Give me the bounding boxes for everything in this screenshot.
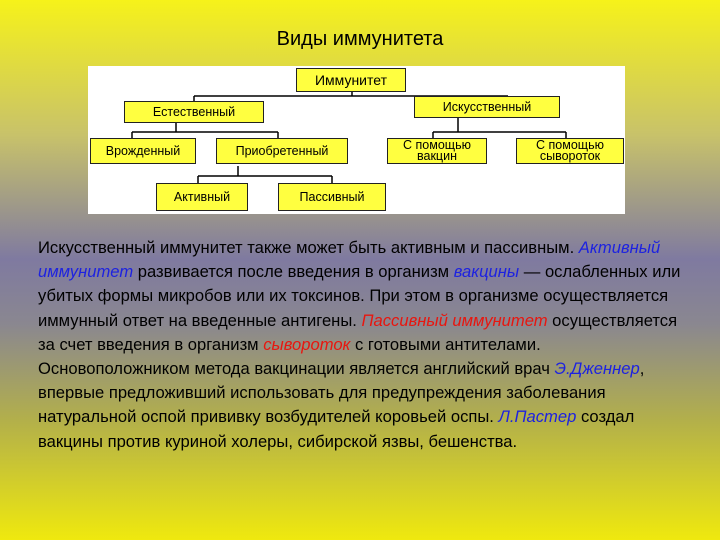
immunity-label: Иммунитет — [314, 71, 387, 88]
text-segment: — ослабленных или убитых формы микробов или их токсинов. При этом в организме осуществляется иммунный ответ на введенные антигены. — [38, 262, 681, 330]
innate-label: Врожденный — [105, 143, 181, 158]
innate-immunity-box — [90, 138, 196, 164]
vaccine-label-line1: С помощью — [403, 138, 471, 152]
active-immunity-box — [156, 183, 248, 211]
passive-immunity-term: Пассивный иммунитет — [361, 310, 548, 330]
text-segment: осуществляется за счет введения в организм — [38, 310, 678, 354]
immunity-diagram — [88, 66, 625, 214]
text-segment: развивается после введения в организм — [133, 262, 454, 282]
serum-label-line1: С помощью — [536, 138, 604, 152]
pasteur-name: Л.Пастер — [498, 407, 577, 427]
paragraph-vaccination-history — [38, 357, 683, 454]
page-title: Виды иммунитета — [276, 28, 444, 50]
paragraph-artificial-immunity — [38, 236, 683, 357]
passive-immunity-box — [278, 183, 386, 211]
text-segment: создал вакцины против куриной холеры, сибирской язвы, бешенства. — [38, 407, 635, 451]
natural-immunity-box — [124, 101, 264, 123]
text-segment: , впервые предложивший использовать для предупреждения заболевания натуральной оспой прививку возбудителей коровьей оспы. — [38, 359, 645, 427]
body-text — [38, 236, 683, 454]
text-segment: с готовыми антителами. — [350, 334, 541, 354]
natural-label: Естественный — [152, 104, 236, 119]
vaccine-box — [387, 138, 487, 164]
serum-box — [516, 138, 624, 164]
vaccine-label-line2: вакцин — [417, 149, 457, 163]
vaccines-term: вакцины — [453, 262, 520, 282]
serum-label-line2: сывороток — [539, 149, 601, 163]
passive-label: Пассивный — [299, 189, 365, 204]
text-segment: Основоположником метода вакцинации является английский врач — [38, 359, 555, 379]
text-segment: Искусственный иммунитет также может быть активным и пассивным. — [38, 238, 579, 257]
acquired-label: Приобретенный — [235, 143, 329, 158]
immunity-box — [296, 68, 406, 92]
jenner-name: Э.Дженнер — [554, 359, 640, 379]
active-immunity-term: Активный иммунитет — [38, 238, 661, 282]
artificial-immunity-box — [414, 96, 560, 118]
active-label: Активный — [173, 189, 231, 204]
acquired-immunity-box — [216, 138, 348, 164]
artificial-label: Искусственный — [442, 99, 532, 114]
serums-term: сывороток — [263, 334, 351, 354]
